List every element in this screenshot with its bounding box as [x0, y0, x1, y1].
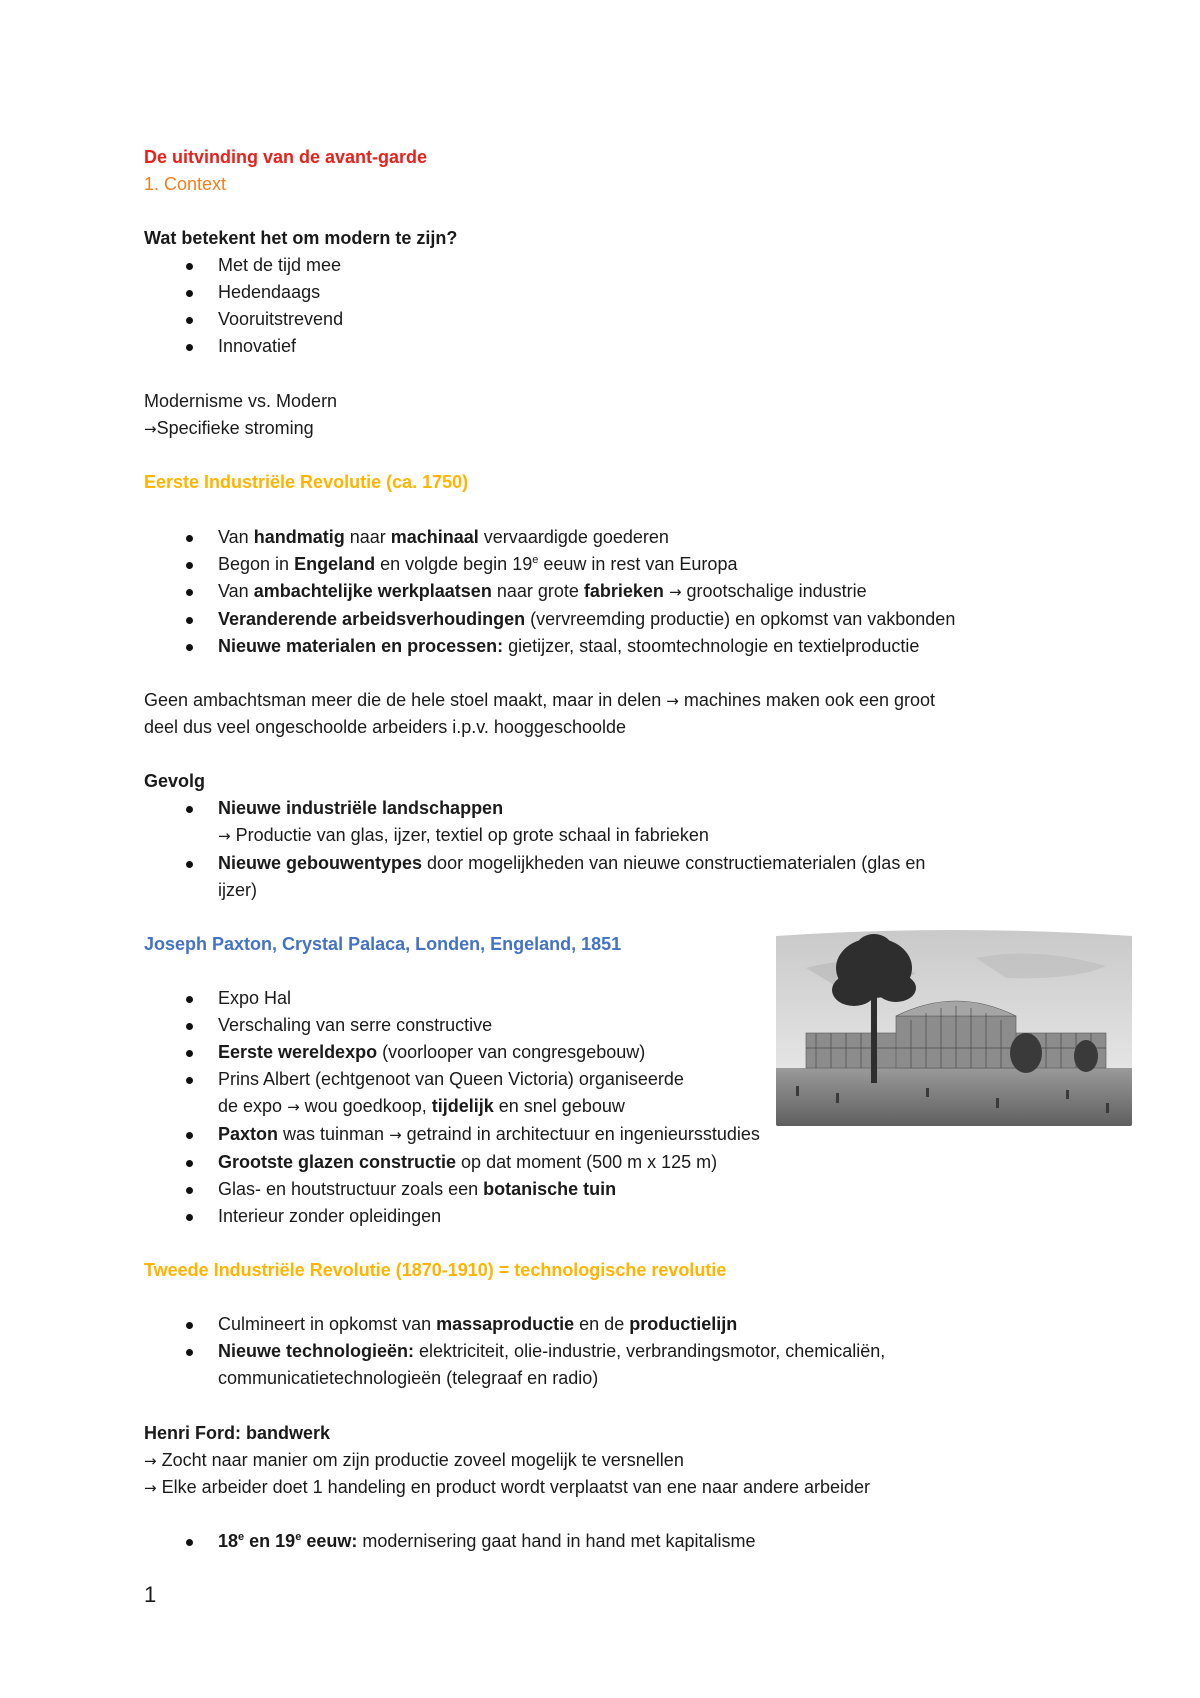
crystal-palace-engraving	[776, 928, 1132, 1126]
second-revolution-bullet-list	[144, 1311, 885, 1392]
list-item: 18e en 19e eeuw: modernisering gaat hand in hand met kapitalisme	[144, 1528, 756, 1555]
crystal-palace-heading: Joseph Paxton, Crystal Palaca, Londen, Engeland, 1851	[144, 934, 622, 954]
arrow-icon: →	[144, 1479, 157, 1497]
arrow-icon: →	[144, 420, 157, 438]
list-item: Begon in Engeland en volgde begin 19e eeuw in rest van Europa	[144, 551, 955, 578]
list-item: Expo Hal	[144, 985, 760, 1012]
list-item: Nieuwe materialen en processen: gietijzer, staal, stoomtechnologie en textielproductie	[144, 633, 955, 660]
modern-bullet-list	[144, 252, 343, 360]
arrow-icon: →	[144, 1452, 157, 1470]
second-industrial-revolution-heading: Tweede Industriële Revolutie (1870-1910) = technologische revolutie	[144, 1260, 727, 1280]
ford-line: → Elke arbeider doet 1 handeling en product wordt verplaatst van ene naar andere arbeider	[144, 1477, 871, 1497]
first-revolution-bullet-list	[144, 524, 955, 660]
arrow-icon: →	[668, 583, 682, 601]
gevolg-bullet-list	[144, 795, 925, 904]
section-context-heading: 1. Context	[144, 174, 227, 194]
modernism-arrow-line: →Specifieke stroming	[144, 418, 314, 438]
list-item: Hedendaags	[144, 279, 343, 306]
list-item: Culmineert in opkomst van massaproductie en de productielijn	[144, 1311, 885, 1338]
list-item: Prins Albert (echtgenoot van Queen Victoria) organiseerde de expo → wou goedkoop, tijdelijk en snel gebouw	[144, 1066, 760, 1121]
modernism-line: Modernisme vs. Modern	[144, 391, 338, 411]
list-item: Van handmatig naar machinaal vervaardigde goederen	[144, 524, 955, 551]
list-item: Verschaling van serre constructive	[144, 1012, 760, 1039]
ford-heading: Henri Ford: bandwerk	[144, 1423, 331, 1443]
arrow-icon: →	[218, 827, 231, 845]
ford-line: → Zocht naar manier om zijn productie zoveel mogelijk te versnellen	[144, 1450, 684, 1470]
list-item: Van ambachtelijke werkplaatsen naar grote fabrieken → grootschalige industrie	[144, 578, 955, 606]
list-item: Nieuwe gebouwentypes door mogelijkheden van nieuwe constructiematerialen (glas en ijzer)	[144, 850, 925, 904]
arrow-icon: →	[666, 692, 679, 710]
list-item: Met de tijd mee	[144, 252, 343, 279]
capitalism-bullet-list	[144, 1528, 756, 1555]
list-item: Grootste glazen constructie op dat moment (500 m x 125 m)	[144, 1149, 760, 1176]
list-item: Nieuwe technologieën: elektriciteit, olie-industrie, verbrandingsmotor, chemicaliën, communicatietechnologieën (telegraaf en radio)	[144, 1338, 885, 1392]
modern-question-heading: Wat betekent het om modern te zijn?	[144, 228, 458, 248]
list-item: Paxton was tuinman → getraind in architectuur en ingenieursstudies	[144, 1121, 760, 1149]
list-item: Glas- en houtstructuur zoals een botanische tuin	[144, 1176, 760, 1203]
page-number: 1	[144, 1582, 157, 1607]
arrow-icon: →	[389, 1126, 402, 1144]
paragraph-line: deel dus veel ongeschoolde arbeiders i.p.v. hooggeschoolde	[144, 717, 627, 737]
arrow-icon: →	[287, 1098, 300, 1116]
list-item: Innovatief	[144, 333, 343, 360]
crystal-palace-bullet-list	[144, 985, 760, 1230]
list-item: Eerste wereldexpo (voorlooper van congresgebouw)	[144, 1039, 760, 1066]
list-item: Veranderende arbeidsverhoudingen (vervreemding productie) en opkomst van vakbonden	[144, 606, 955, 633]
first-industrial-revolution-heading: Eerste Industriële Revolutie (ca. 1750)	[144, 472, 469, 492]
list-item: Vooruitstrevend	[144, 306, 343, 333]
list-item: Nieuwe industriële landschappen → Productie van glas, ijzer, textiel op grote schaal in fabrieken	[144, 795, 925, 850]
list-item: Interieur zonder opleidingen	[144, 1203, 760, 1230]
gevolg-heading: Gevolg	[144, 771, 206, 791]
paragraph-line: Geen ambachtsman meer die de hele stoel maakt, maar in delen → machines maken ook een groot	[144, 690, 936, 710]
document-title: De uitvinding van de avant-garde	[144, 147, 428, 167]
